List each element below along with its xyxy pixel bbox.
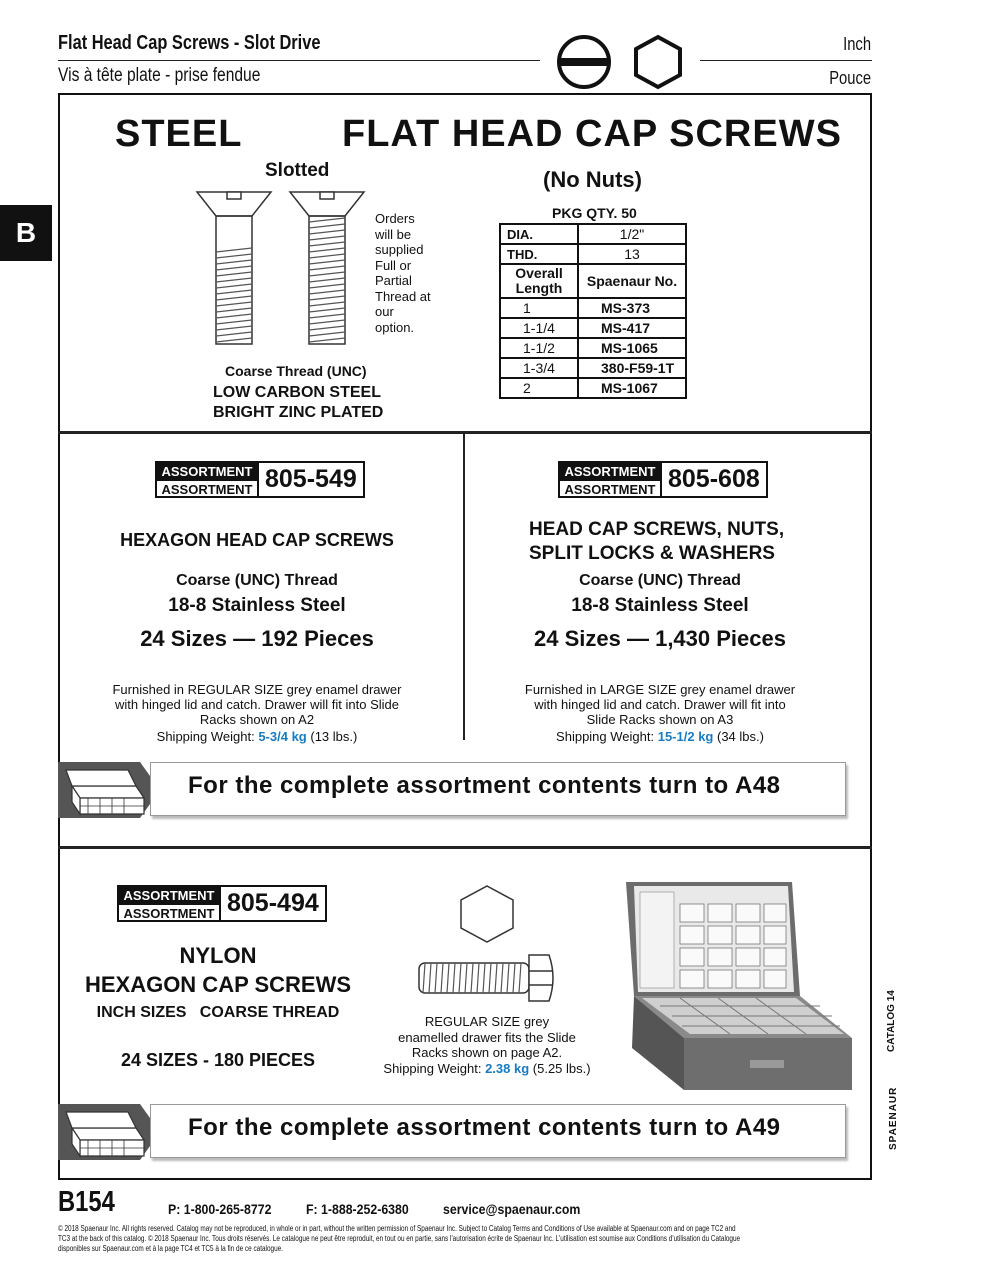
assortment-sizes: 24 Sizes — 192 Pieces — [140, 626, 374, 651]
table-row — [500, 358, 686, 378]
page-number: B154 — [58, 1186, 115, 1218]
drawer-icon — [58, 762, 162, 818]
description-line: Racks shown on A2 — [199, 712, 315, 727]
pkg-qty: PKG QTY. 50 — [552, 205, 637, 221]
assortment-description — [465, 682, 855, 744]
title-line: SPLIT LOCKS & WASHERS — [529, 543, 775, 564]
description-line: with hinged lid and catch. Drawer will fit into — [534, 697, 786, 712]
title-line: HEXAGON CAP SCREWS — [84, 972, 352, 997]
no-nuts-label: (No Nuts) — [543, 167, 642, 192]
assortment-label: ASSORTMENT — [560, 463, 660, 481]
fax-number: F: 1-888-252-6380 — [306, 1201, 409, 1217]
part-header: Spaenaur No. — [578, 264, 686, 298]
page-title: Flat Head Cap Screws - Slot Drive — [58, 32, 321, 54]
nylon-description — [380, 1014, 594, 1076]
slot-drive-icons — [556, 34, 686, 90]
shipping-weight: Shipping Weight: 5-3/4 kg (13 lbs.) — [156, 729, 358, 744]
assortment-label: ASSORTMENT — [119, 887, 219, 905]
divider-2 — [58, 846, 872, 849]
table-row — [500, 338, 686, 358]
spec-material: LOW CARBON STEEL — [213, 384, 381, 401]
slot-head-icon — [559, 37, 609, 87]
supply-note-line: Thread at — [375, 288, 431, 304]
supply-note-line: Orders — [375, 211, 415, 226]
full-thread-screw-icon — [290, 192, 364, 344]
description-line: Furnished in REGULAR SIZE grey enamel drawer — [112, 682, 402, 697]
assortment-title: HEXAGON HEAD CAP SCREWS — [120, 530, 394, 550]
legal-line: TC3 at the back of this catalog. © 2018 Spaenaur Inc. Tous droits réservés. Le catalogue ne peut être reproduit, en tout ou en partie, sans l'autorisation écrite de Spaenaur Inc. L'utilisation est soumise aux Conditions d'utilisation du Catalogue — [58, 1234, 741, 1243]
part-cell: MS-373 — [578, 298, 686, 318]
banner-text: For the complete assortment contents turn to A48 — [188, 772, 781, 799]
description-line: with hinged lid and catch. Drawer will fit into Slide — [115, 697, 399, 712]
assortment-badge-805-494 — [117, 885, 327, 922]
header-rule-left — [58, 60, 540, 61]
slotted-label: Slotted — [265, 160, 330, 181]
banner-text: For the complete assortment contents turn to A49 — [188, 1114, 781, 1141]
material-heading: STEEL — [115, 113, 243, 155]
table-row — [500, 378, 686, 398]
description-line: Furnished in LARGE SIZE grey enamel drawer — [524, 682, 796, 697]
assortment-badge-805-608 — [558, 461, 768, 498]
legal-notice — [58, 1224, 866, 1254]
assortment-title — [529, 518, 784, 566]
assortment-label: ASSORTMENT — [157, 463, 257, 481]
drawer-icon — [58, 1104, 162, 1160]
length-cell: 1-3/4 — [500, 358, 578, 378]
supply-note-line: Partial — [375, 273, 412, 288]
thd-label: THD. — [500, 244, 578, 264]
header-rule-right — [700, 60, 872, 61]
title-line: NYLON — [179, 943, 257, 968]
spec-table — [499, 223, 687, 399]
assortment-label: ASSORTMENT — [123, 906, 215, 921]
assortment-sizes: 24 Sizes — 1,430 Pieces — [534, 626, 786, 651]
description-line: Racks shown on page A2. — [411, 1045, 563, 1060]
unit-fr: Pouce — [829, 68, 871, 88]
supply-note-line: option. — [375, 319, 415, 335]
contents-banner-a48[interactable] — [58, 762, 846, 818]
supply-note — [375, 211, 431, 335]
part-cell: 380-F59-1T — [578, 358, 686, 378]
hex-bolt-side-icon — [419, 955, 553, 1001]
shipping-weight: Shipping Weight: 2.38 kg (5.25 lbs.) — [383, 1060, 591, 1076]
catalog-label: CATALOG 14 — [886, 990, 897, 1052]
hex-head-icon — [636, 37, 680, 87]
assortment-number: 805-494 — [227, 889, 319, 917]
assortment-label: ASSORTMENT — [564, 482, 656, 497]
partial-thread-screw-icon — [197, 192, 271, 344]
assortment-material: 18-8 Stainless Steel — [571, 595, 749, 616]
unit-en: Inch — [843, 34, 871, 54]
assortment-badge-805-549 — [155, 461, 365, 498]
contents-banner-a49[interactable] — [58, 1104, 846, 1160]
length-header: Overall Length — [500, 264, 578, 298]
title-line: HEAD CAP SCREWS, NUTS, — [529, 519, 785, 540]
legal-line: © 2018 Spaenaur Inc. All rights reserved. Catalog may not be reproduced, in whole or in part, without the written permission of Spaenaur Inc. Subject to Catalog Terms and Conditions of Use available at Spaenaur.com and on page TC2 and — [58, 1224, 736, 1233]
part-cell: MS-417 — [578, 318, 686, 338]
nylon-title — [58, 941, 378, 999]
assortment-thread: Coarse (UNC) Thread — [579, 572, 741, 589]
assortment-material: 18-8 Stainless Steel — [168, 595, 346, 616]
part-cell: MS-1067 — [578, 378, 686, 398]
assortment-drawer-photo — [620, 878, 856, 1093]
assortment-description — [58, 682, 456, 744]
phone-number[interactable]: P: 1-800-265-8772 — [168, 1201, 272, 1217]
product-heading: FLAT HEAD CAP SCREWS — [342, 113, 842, 155]
dia-value: 1/2" — [578, 224, 686, 244]
assortment-label: ASSORTMENT — [161, 482, 253, 497]
spec-finish: BRIGHT ZINC PLATED — [213, 404, 384, 421]
description-line: enamelled drawer fits the Slide — [398, 1029, 576, 1045]
description-line: REGULAR SIZE grey — [424, 1014, 550, 1029]
section-tab: B — [0, 205, 52, 261]
nylon-sizes-line: INCH SIZES COARSE THREAD — [96, 1004, 340, 1021]
divider-1 — [58, 431, 872, 434]
assortment-thread: Coarse (UNC) Thread — [176, 572, 338, 589]
dia-label: DIA. — [500, 224, 578, 244]
assortment-number: 805-549 — [265, 465, 357, 493]
assortment-number: 805-608 — [668, 465, 760, 493]
length-cell: 1 — [500, 298, 578, 318]
page-subtitle: Vis à tête plate - prise fendue — [58, 65, 261, 86]
supply-note-line: our — [375, 304, 394, 319]
table-row — [500, 298, 686, 318]
nylon-count: 24 SIZES - 180 PIECES — [120, 1050, 316, 1070]
part-cell: MS-1065 — [578, 338, 686, 358]
table-row — [500, 318, 686, 338]
thd-value: 13 — [578, 244, 686, 264]
shipping-weight: Shipping Weight: 15-1/2 kg (34 lbs.) — [556, 729, 764, 744]
flat-head-screws-illustration — [195, 190, 370, 355]
supply-note-line: Full or — [375, 257, 412, 273]
supply-note-line: supplied — [375, 242, 424, 257]
supply-note-line: will be — [375, 226, 412, 242]
length-cell: 1-1/4 — [500, 318, 578, 338]
length-cell: 1-1/2 — [500, 338, 578, 358]
hex-cap-screw-illustration — [415, 883, 560, 1008]
length-cell: 2 — [500, 378, 578, 398]
hex-head-top-icon — [461, 886, 513, 942]
thread-type: Coarse Thread (UNC) — [225, 363, 367, 379]
legal-line: disponibles sur Spaenaur.com et à la page TC4 et TC5 à la fin de ce catalogue. — [58, 1244, 283, 1253]
email-link[interactable]: service@spaenaur.com — [443, 1201, 581, 1217]
brand-label: SPAENAUR — [888, 1086, 899, 1150]
description-line: Slide Racks shown on A3 — [586, 712, 734, 727]
